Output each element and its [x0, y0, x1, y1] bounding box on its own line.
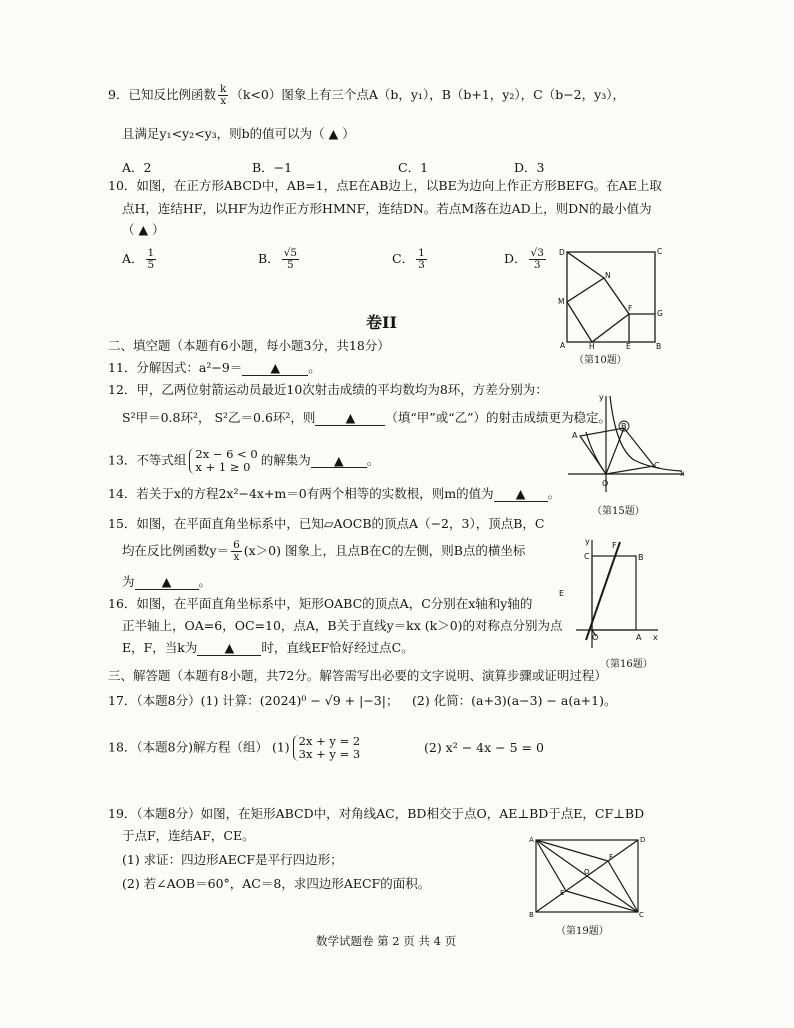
label-c: C: [639, 911, 644, 918]
q17-part2: (2) 化简：(a+3)(a−3) − a(a+1)。: [412, 693, 617, 708]
q15-line3: [122, 576, 211, 590]
q15-line2: [122, 540, 525, 563]
q13-inequality-1: 2x − 6 < 0: [195, 447, 258, 461]
q9-option-d: D．3: [514, 160, 545, 175]
q9-text-b: （k<0）图象上有三个点A（b，y₁），B（b+1，y₂），C（b−2，y₃），: [230, 87, 625, 103]
square-befg: [629, 314, 655, 342]
q10-option-d-frac: [529, 248, 546, 271]
square-abcd: [567, 252, 655, 342]
label-m: M: [558, 297, 565, 306]
q12-variance-jia: S²甲＝0.8环²，: [122, 410, 211, 425]
q10-option-a-letter: A．: [122, 251, 144, 267]
label-c: C: [654, 461, 660, 470]
q18-equation-2: 3x + y = 3: [298, 747, 361, 762]
q15-answer-blank: ▲: [135, 576, 199, 590]
label-b: B: [621, 422, 627, 431]
q10-option-a: [122, 248, 158, 271]
q16-line3: [122, 642, 414, 656]
q16-caption: （第16题）: [600, 659, 653, 670]
q15-text-b: (x＞0) 图象上，且点B在C的左侧，则B点的横坐标: [243, 543, 526, 559]
q10-option-c-num: 1: [418, 247, 425, 259]
label-x: x: [680, 469, 685, 478]
q19-line1: 19．（本题8分）如图，在矩形ABCD中，对角线AC，BD相交于点O，AE⊥BD于点E，CF⊥BD: [108, 806, 645, 821]
q16-text-b: 时，直线EF恰好经过点C。: [261, 640, 414, 655]
q10-option-b: [258, 248, 301, 271]
q15-text-d: 。: [198, 574, 212, 589]
q19-figure: [526, 834, 650, 918]
q12-tail: （填“甲”或“乙”）的射击成绩更为稳定。: [385, 410, 611, 425]
parallelogram-aocb: [580, 428, 654, 474]
label-e: E: [559, 589, 565, 598]
q15-text-a: 均在反比例函数y＝: [122, 543, 230, 559]
q15-fraction: [231, 540, 242, 563]
label-d: D: [559, 248, 565, 257]
q10-figure: [556, 244, 676, 350]
q10-option-d-den: 3: [533, 259, 541, 272]
q10-option-d-num: √3: [530, 247, 544, 259]
q16-line2: 正半轴上，OA=6，OC=10，点A，B关于直线y＝kx (k＞0)的对称点分别为点: [122, 618, 563, 633]
q13-text-a: 13．不等式组: [108, 452, 187, 468]
q10-line2: 点H，连结HF，以HF为边作正方形HMNF，连结DN。若点M落在边AD上，则DN的最小值为: [122, 201, 652, 216]
q12-line2: [122, 412, 611, 426]
q19-sub2: (2) 若∠AOB＝60°，AC＝8，求四边形AECF的面积。: [122, 876, 431, 891]
q19-caption: （第19题）: [556, 926, 609, 937]
q15-text-c: 为: [122, 574, 135, 589]
label-h: H: [589, 342, 595, 350]
q10-caption: （第10题）: [574, 355, 627, 366]
q15-frac-den: x: [233, 551, 240, 564]
q13-inequality-2: x + 1 ≥ 0: [195, 460, 251, 475]
label-a: A: [572, 431, 578, 440]
label-c: C: [657, 247, 663, 256]
label-g: G: [657, 309, 663, 318]
q14-text-a: 14．若关于x的方程2x²−4x+m＝0有两个相等的实数根，则m的值为: [108, 486, 494, 501]
q19-line2: 于点F，连结AF，CE。: [122, 828, 255, 843]
q10-option-b-num: √5: [283, 247, 298, 259]
q16-figure: [556, 536, 662, 652]
section-2-header: 二、填空题（本题有6小题，每小题3分，共18分）: [108, 338, 390, 353]
q15-figure: [566, 392, 688, 496]
label-b: B: [656, 342, 662, 350]
q10-line1: 10．如图，在正方形ABCD中，AB=1，点E在AB边上，以BE为边向上作正方形BEFG。在AE上取: [108, 178, 662, 193]
q18-part2: (2) x² − 4x − 5 = 0: [424, 740, 544, 755]
label-f: F: [609, 853, 614, 861]
q16-text-a: E，F，当k为: [122, 640, 198, 655]
q9-option-a: A．2: [122, 160, 152, 175]
q14-text-b: 。: [547, 486, 561, 501]
label-y: y: [585, 537, 590, 546]
q13-system-brace: [189, 448, 257, 474]
q10-option-a-den: 5: [147, 259, 155, 272]
q17-part1: 17．（本题8分）(1) 计算：(2024)⁰ − √9 + |−3|；: [108, 693, 399, 708]
label-a: A: [529, 836, 534, 844]
q9-frac-den: x: [220, 95, 227, 108]
q16-answer-blank: ▲: [197, 642, 261, 656]
q18-system-brace: [293, 735, 361, 761]
segment-dn: [567, 252, 604, 278]
label-b: B: [529, 911, 534, 918]
q12-answer-blank: ▲: [315, 412, 385, 426]
label-e: E: [626, 342, 631, 350]
label-o: O: [584, 868, 590, 876]
q13-text-c: 。: [366, 452, 380, 468]
q10-option-b-frac: [282, 248, 299, 271]
label-x: x: [653, 633, 658, 642]
q10-option-d: [504, 248, 548, 271]
q9-line1: [108, 84, 625, 107]
q18-text-a: 18．（本题8分)解方程（组） (1): [108, 739, 290, 755]
label-f: F: [628, 304, 633, 313]
line-y-kx: [586, 542, 620, 640]
q15-line1: 15．如图，在平面直角坐标系中，已知▱AOCB的顶点A（−2，3），顶点B，C: [108, 516, 545, 531]
q13-answer-blank: ▲: [311, 455, 367, 469]
label-a: A: [636, 633, 642, 642]
q10-option-a-frac: [146, 248, 157, 271]
q11-text-b: 。: [308, 360, 321, 375]
q9-fraction: [218, 84, 228, 107]
label-d: D: [640, 836, 646, 844]
q10-line3: （ ▲ ）: [122, 222, 165, 237]
q11: [108, 362, 321, 376]
q10-option-c-letter: C．: [392, 251, 415, 267]
q10-option-d-letter: D．: [504, 251, 527, 267]
q14-answer-blank: ▲: [494, 488, 548, 502]
q10-option-c-frac: [416, 248, 427, 271]
page-footer: 数学试题卷 第 2 页 共 4 页: [316, 934, 457, 948]
label-o: O: [592, 633, 599, 642]
diagonal-ob: [606, 428, 624, 474]
label-a: A: [560, 341, 566, 350]
label-y: y: [599, 393, 604, 402]
q12-variance-yi: S²乙＝0.6环²，则: [214, 410, 316, 425]
q18: [108, 735, 363, 761]
section-3-header: 三、解答题（本题有8小题，共72分。解答需写出必要的文字说明、演算步骤或证明过程）: [108, 668, 607, 683]
label-e: E: [560, 889, 565, 897]
q11-answer-blank: ▲: [242, 362, 308, 376]
q9-frac-num: k: [219, 83, 227, 95]
q16-line1: 16．如图，在平面直角坐标系中，矩形OABC的顶点A，C分别在x轴和y轴的: [108, 596, 533, 611]
curve-a-o: [586, 432, 606, 474]
q9-text-a: 9．已知反比例函数: [108, 87, 216, 103]
q11-text-a: 11．分解因式：a²−9＝: [108, 360, 243, 375]
q18-equation-1: 2x + y = 2: [298, 734, 361, 748]
label-n: N: [605, 271, 611, 280]
q9-line2: 且满足y₁<y₂<y₃，则b的值可以为（ ▲ ）: [122, 126, 355, 141]
q10-option-c: [392, 248, 429, 271]
q12-line1: 12．甲，乙两位射箭运动员最近10次射击成绩的平均数均为8环，方差分别为：: [108, 382, 548, 397]
q10-option-b-letter: B．: [258, 251, 280, 267]
q10-option-b-den: 5: [287, 259, 294, 272]
square-hmnf: [567, 278, 629, 342]
q15-frac-num: 6: [233, 539, 240, 551]
hyperbola-curve: [610, 396, 682, 471]
rectangle-oabc: [592, 556, 636, 630]
label-b: B: [638, 553, 644, 562]
q13-text-b: 的解集为: [260, 452, 311, 468]
q9-option-c: C．1: [398, 160, 429, 175]
q15-caption: （第15题）: [592, 506, 645, 517]
q19-sub1: (1) 求证：四边形AECF是平行四边形；: [122, 852, 343, 867]
q10-option-c-den: 3: [418, 259, 425, 272]
q13: [108, 448, 379, 474]
label-f: F: [612, 541, 617, 550]
volume-title: 卷II: [366, 313, 397, 332]
q14: [108, 488, 560, 502]
label-c: C: [584, 552, 590, 561]
q10-option-a-num: 1: [147, 247, 155, 259]
label-o: O: [602, 479, 609, 488]
q9-option-b: B．−1: [252, 160, 293, 175]
